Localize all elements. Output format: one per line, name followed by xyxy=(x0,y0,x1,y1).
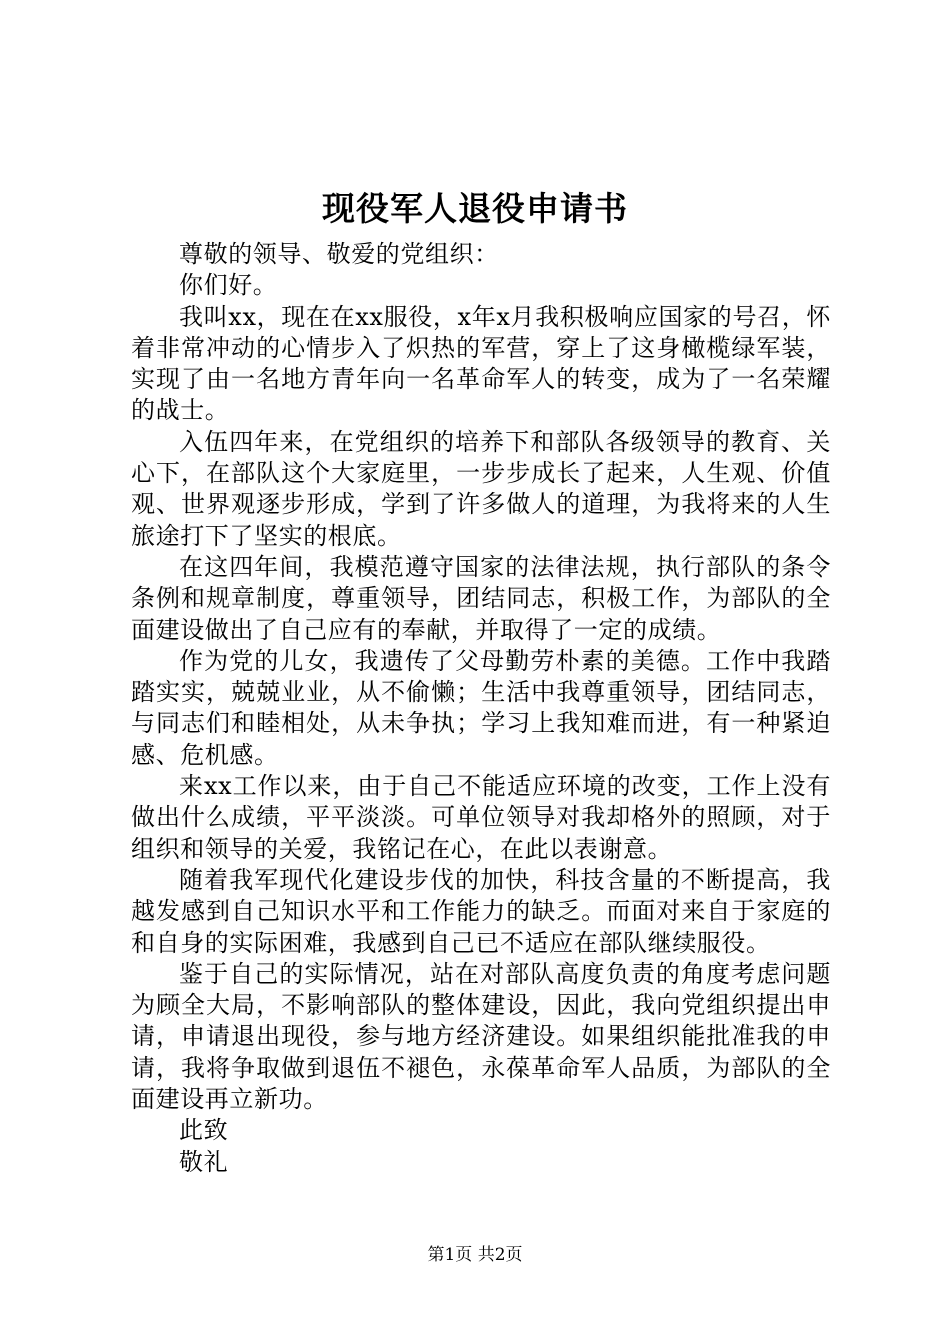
document-body xyxy=(131,239,831,1178)
paragraph: 鉴于自己的实际情况，站在对部队高度负责的角度考虑问题为顾全大局，不影响部队的整体建设，因此，我向党组织提出申请，申请退出现役，参与地方经济建设。如果组织能批准我的申请，我将争取做到退伍不褪色，永葆革命军人品质，为部队的全面建设再立新功。 xyxy=(131,959,831,1114)
paragraph: 我叫xx，现在在xx服役，x年x月我积极响应国家的号召，怀着非常冲动的心情步入了炽热的军营，穿上了这身橄榄绿军装，实现了由一名地方青年向一名革命军人的转变，成为了一名荣耀的战士。 xyxy=(131,302,831,425)
paragraph: 作为党的儿女，我遗传了父母勤劳朴素的美德。工作中我踏踏实实，兢兢业业，从不偷懒；生活中我尊重领导，团结同志，与同志们和睦相处，从未争执；学习上我知难而进，有一种紧迫感、危机感。 xyxy=(131,646,831,769)
greeting: 你们好。 xyxy=(179,271,278,300)
paragraph: 随着我军现代化建设步伐的加快，科技含量的不断提高，我越发感到自己知识水平和工作能力的缺乏。而面对来自于家庭的和自身的实际困难，我感到自己已不适应在部队继续服役。 xyxy=(131,865,831,957)
page-indicator: 第1页 共2页 xyxy=(427,1245,523,1265)
paragraph: 在这四年间，我模范遵守国家的法律法规，执行部队的条令条例和规章制度，尊重领导，团结同志，积极工作，为部队的全面建设做出了自己应有的奉献，并取得了一定的成绩。 xyxy=(131,552,831,644)
closing-ci-zhi: 此致 xyxy=(179,1116,229,1145)
document-title: 现役军人退役申请书 xyxy=(322,189,628,228)
paragraph: 来xx工作以来，由于自己不能适应环境的改变，工作上没有做出什么成绩，平平淡淡。可单位领导对我却格外的照顾，对于组织和领导的关爱，我铭记在心，在此以表谢意。 xyxy=(131,772,831,863)
paragraph: 入伍四年来，在党组织的培养下和部队各级领导的教育、关心下，在部队这个大家庭里，一步步成长了起来，人生观、价值观、世界观逐步形成，学到了许多做人的道理，为我将来的人生旅途打下了坚实的根底。 xyxy=(131,427,831,550)
closing-jing-li: 敬礼 xyxy=(179,1147,229,1176)
salutation: 尊敬的领导、敬爱的党组织： xyxy=(179,240,499,268)
